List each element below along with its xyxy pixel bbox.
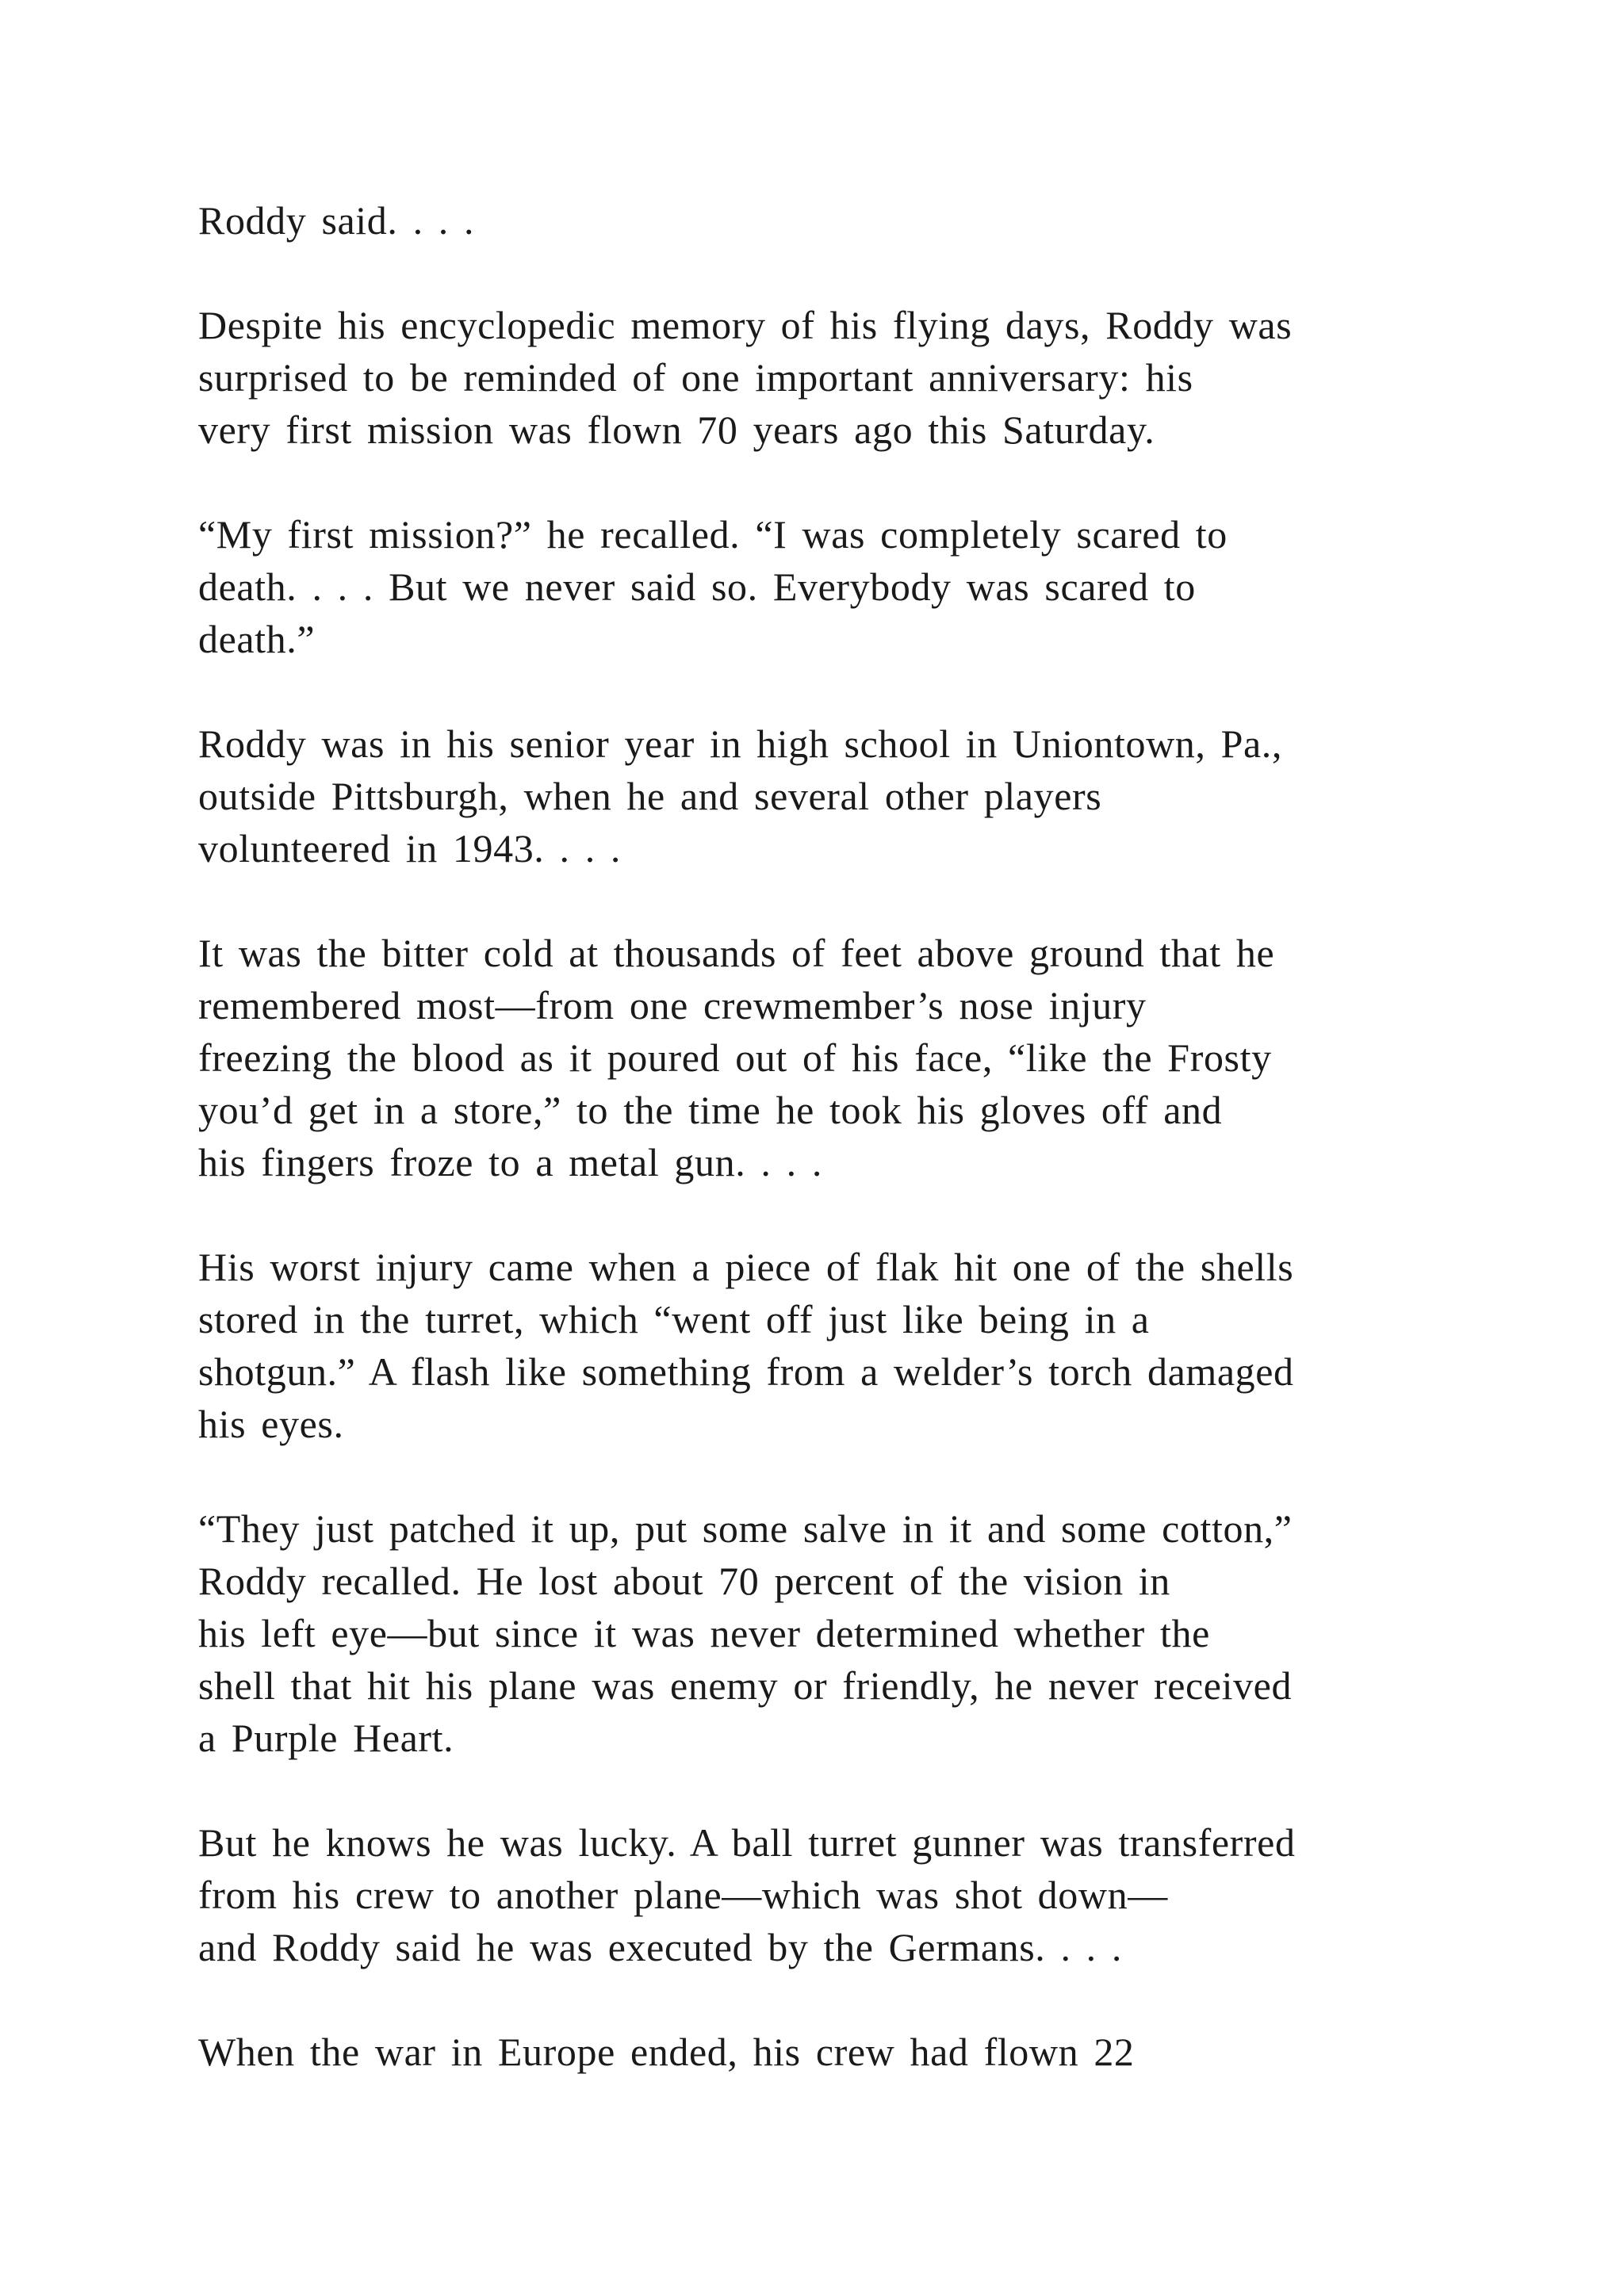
paragraph — [198, 1502, 1483, 1764]
text-line: very first mission was flown 70 years ago this Saturday. — [198, 408, 1155, 452]
text-line: stored in the turret, which “went off just like being in a — [198, 1297, 1150, 1341]
text-line: “My first mission?” he recalled. “I was completely scared to — [198, 512, 1228, 557]
paragraph — [198, 1241, 1483, 1450]
text-line: his left eye—but since it was never determined whether the — [198, 1611, 1210, 1655]
text-line: Roddy said. . . . — [198, 198, 475, 243]
text-line: It was the bitter cold at thousands of feet above ground that he — [198, 931, 1275, 975]
text-line: outside Pittsburgh, when he and several other players — [198, 774, 1102, 818]
text-line: his eyes. — [198, 1402, 344, 1446]
text-line: surprised to be reminded of one important anniversary: his — [198, 355, 1193, 400]
paragraph — [198, 299, 1483, 456]
text-line: But he knows he was lucky. A ball turret gunner was transferred — [198, 1820, 1296, 1865]
text-line: shotgun.” A flash like something from a welder’s torch damaged — [198, 1349, 1294, 1394]
paragraph — [198, 508, 1483, 665]
text-line: When the war in Europe ended, his crew had flown 22 — [198, 2030, 1135, 2074]
text-line: Roddy recalled. He lost about 70 percent of the vision in — [198, 1559, 1170, 1603]
text-line: Roddy was in his senior year in high school in Uniontown, Pa., — [198, 721, 1282, 766]
paragraph — [198, 718, 1483, 874]
text-line: “They just patched it up, put some salve in it and some cotton,” — [198, 1506, 1293, 1551]
text-line: a Purple Heart. — [198, 1716, 454, 1760]
text-line: freezing the blood as it poured out of his face, “like the Frosty — [198, 1035, 1272, 1080]
text-line: you’d get in a store,” to the time he took his gloves off and — [198, 1088, 1223, 1132]
text-line: from his crew to another plane—which was shot down— — [198, 1873, 1168, 1917]
text-line: His worst injury came when a piece of flak hit one of the shells — [198, 1245, 1294, 1289]
paragraph — [198, 2026, 1483, 2078]
text-line: volunteered in 1943. . . . — [198, 826, 622, 871]
text-line: remembered most—from one crewmember’s nose injury — [198, 983, 1147, 1027]
body-text — [198, 194, 1483, 2130]
text-line: shell that hit his plane was enemy or friendly, he never received — [198, 1663, 1293, 1708]
paragraph — [198, 1816, 1483, 1973]
text-line: death.” — [198, 617, 316, 661]
paragraph — [198, 927, 1483, 1188]
text-line: his fingers froze to a metal gun. . . . — [198, 1140, 822, 1184]
paragraph — [198, 194, 1483, 247]
text-line: and Roddy said he was executed by the Germans. . . . — [198, 1925, 1122, 1969]
text-line: death. . . . But we never said so. Everybody was scared to — [198, 564, 1196, 609]
text-line: Despite his encyclopedic memory of his flying days, Roddy was — [198, 303, 1293, 347]
